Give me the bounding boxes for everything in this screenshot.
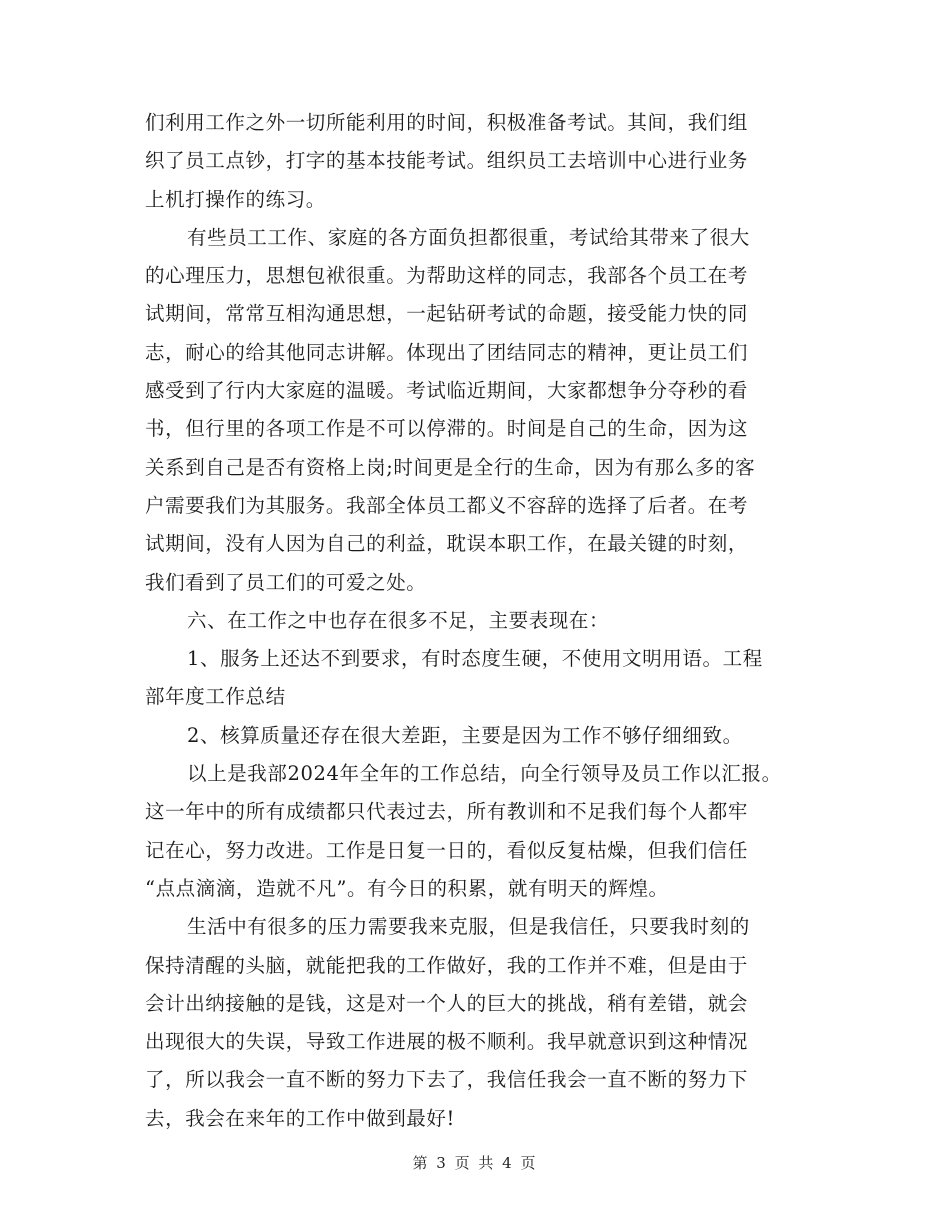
body-text-line: 上机打操作的练习。	[145, 187, 326, 211]
page-number-footer: 第 3 页 共 4 页	[412, 1154, 538, 1172]
body-text-line: 试期间，常常互相沟通思想，一起钻研考试的命题，接受能力快的同	[145, 302, 749, 326]
body-text-line: 去，我会在来年的工作中做到最好!	[145, 1106, 455, 1130]
document-body	[145, 104, 855, 1138]
body-text-line: 书，但行里的各项工作是不可以停滞的。时间是自己的生命，因为这	[145, 417, 749, 441]
body-text-line: 这一年中的所有成绩都只代表过去，所有教训和不足我们每个人都牢	[145, 800, 749, 824]
paragraph-first-line: 以上是我部2024年全年的工作总结，向全行领导及员工作以汇报。	[187, 762, 782, 786]
body-text-line: 关系到自己是否有资格上岗;时间更是全行的生命，因为有那么多的客	[145, 455, 756, 479]
list-item-first-line: 1、服务上还达不到要求，有时态度生硬，不使用文明用语。工程	[187, 647, 763, 671]
body-text-line: 试期间，没有人因为自己的利益，耽误本职工作，在最关键的时刻，	[145, 532, 749, 556]
section-heading: 六、在工作之中也存在很多不足，主要表现在：	[187, 608, 610, 632]
body-text-line: 感受到了行内大家庭的温暖。考试临近期间，大家都想争分夺秒的看	[145, 379, 749, 403]
body-text-line: 户需要我们为其服务。我部全体员工都义不容辞的选择了后者。在考	[145, 493, 749, 517]
body-text-line: 我们看到了员工们的可爱之处。	[145, 570, 427, 594]
paragraph-first-line: 有些员工工作、家庭的各方面负担都很重，考试给其带来了很大	[187, 225, 750, 249]
list-item-first-line: 2、核算质量还存在很大差距，主要是因为工作不够仔细细致。	[187, 723, 743, 747]
body-text-line: 了，所以我会一直不断的努力下去了，我信任我会一直不断的努力下	[145, 1068, 749, 1092]
body-text-line: “点点滴滴，造就不凡”。有今日的积累，就有明天的辉煌。	[145, 876, 669, 900]
body-text-line: 出现很大的失误，导致工作进展的极不顺利。我早就意识到这种情况	[145, 1030, 749, 1054]
paragraph-first-line: 生活中有很多的压力需要我来克服，但是我信任，只要我时刻的	[187, 915, 750, 939]
body-text-line: 的心理压力，思想包袱很重。为帮助这样的同志，我部各个员工在考	[145, 264, 749, 288]
body-text-line: 织了员工点钞，打字的基本技能考试。组织员工去培训中心进行业务	[145, 149, 749, 173]
body-text-line: 记在心，努力改进。工作是日复一日的，看似反复枯燥，但我们信任	[145, 838, 749, 862]
body-text-line: 保持清醒的头脑，就能把我的工作做好，我的工作并不难，但是由于	[145, 953, 749, 977]
body-text-line: 志，耐心的给其他同志讲解。体现出了团结同志的精神，更让员工们	[145, 340, 749, 364]
body-text-line: 部年度工作总结	[145, 685, 286, 709]
body-text-line: 们利用工作之外一切所能利用的时间，积极准备考试。其间，我们组	[145, 111, 749, 134]
body-text-line: 会计出纳接触的是钱，这是对一个人的巨大的挑战，稍有差错，就会	[145, 991, 749, 1015]
